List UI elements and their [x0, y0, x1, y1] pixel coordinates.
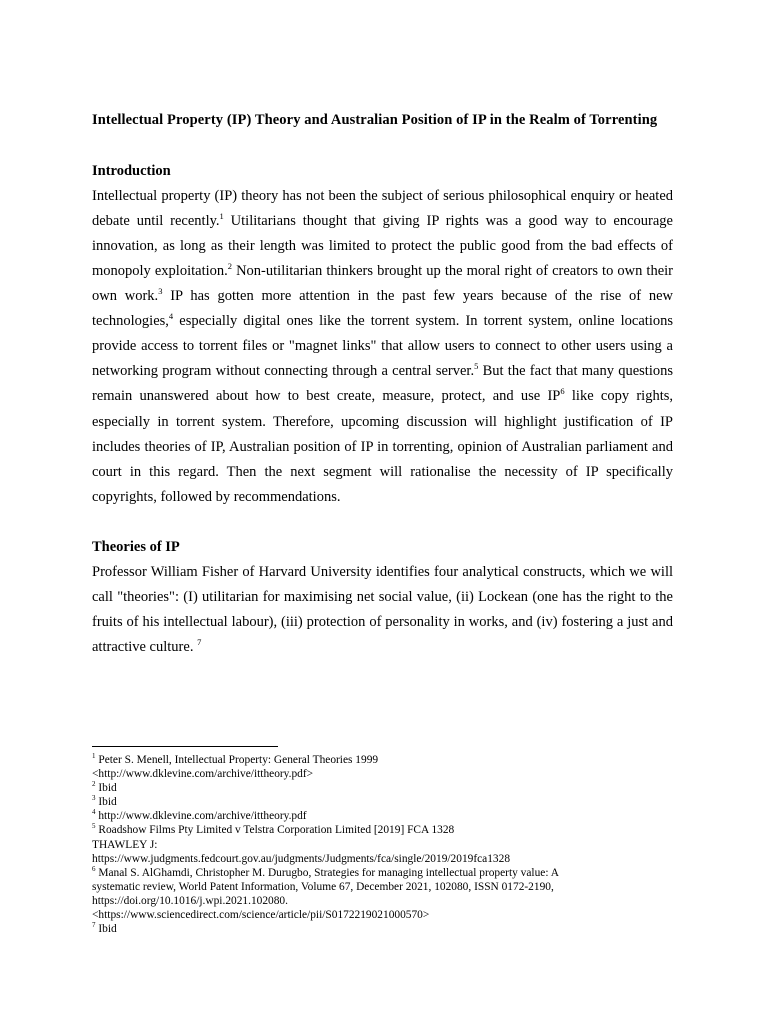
footnote-marker: 7: [92, 921, 96, 930]
theories-heading: Theories of IP: [92, 538, 180, 555]
footnote-text: Ibid: [98, 796, 117, 809]
text-segment: But the fact that many questions remain unanswered about how to best create, measure, protect, and use IP: [92, 363, 673, 405]
footnote-text: systematic review, World Patent Information, Volume 67, December 2021, 102080, ISSN 0172-2190,: [92, 880, 554, 893]
footnote-ref-7[interactable]: 7: [197, 637, 202, 648]
footnote-ref-2[interactable]: 2: [227, 261, 233, 272]
footnote-5-line-2: [92, 838, 652, 852]
text-segment: Intellectual property (IP) theory has not been the subject of serious philosophical enquiry or heated debate until recently.: [92, 187, 673, 229]
footnote-1: [92, 753, 652, 767]
footnote-marker: 2: [92, 780, 96, 789]
footnote-text: Roadshow Films Pty Limited v Telstra Corporation Limited [2019] FCA 1328: [98, 824, 455, 837]
footnote-1-line-2[interactable]: [92, 767, 652, 781]
footnote-link[interactable]: <https://www.sciencedirect.com/science/article/pii/S0172219021000570>: [92, 909, 430, 922]
footnote-text: THAWLEY J:: [92, 838, 158, 851]
introduction-paragraph: [92, 184, 673, 510]
footnote-6: [92, 866, 652, 880]
footnote-4: [92, 809, 652, 823]
footnote-marker: 5: [92, 822, 96, 831]
footnote-marker: 1: [92, 752, 96, 761]
document-title: Intellectual Property (IP) Theory and Australian Position of IP in the Realm of Torrenting: [92, 112, 658, 128]
text-segment: Utilitarians thought that giving IP rights was a good way to encourage innovation, as long as their length was limited to protect the public good from the bad effects of monopoly exploitation.: [92, 212, 673, 279]
text-segment: Professor William Fisher of Harvard University identifies four analytical constructs, which we will call "theories": (I) utilitarian for maximising net social value, (ii) Lockean (one has the right to the fruits of his intellectual labour), (iii) protection of personality in works, and (iv) fostering a just and attractive culture.: [92, 564, 673, 656]
footnote-3: [92, 795, 652, 809]
footnote-ref-3[interactable]: 3: [158, 286, 163, 297]
footnote-link[interactable]: <http://www.dklevine.com/archive/ittheory.pdf>: [92, 768, 314, 781]
footnote-ref-1[interactable]: 1: [219, 210, 224, 221]
footnote-separator: [92, 746, 278, 747]
footnote-text: Ibid: [98, 923, 117, 936]
footnote-ref-6[interactable]: 6: [560, 386, 565, 397]
footnote-link[interactable]: https://doi.org/10.1016/j.wpi.2021.102080.: [92, 894, 288, 907]
footnote-ref-4[interactable]: 4: [168, 311, 174, 322]
footnote-link[interactable]: https://www.judgments.fedcourt.gov.au/judgments/Judgments/fca/single/2019/2019fca1328: [92, 852, 511, 865]
text-segment: like copy rights, especially in torrent system. Therefore, upcoming discussion will highlight justification of IP includes theories of IP, Australian position of IP in torrenting, opinion of Australian parliament and court in this regard. Then the next segment will rationalise the necessity of IP specifically copyrights, followed by recommendations.: [92, 388, 673, 505]
footnote-link[interactable]: http://www.dklevine.com/archive/ittheory.pdf: [98, 810, 307, 823]
footnotes-section: [92, 753, 652, 936]
spacer: [92, 134, 673, 159]
footnote-text: Manal S. AlGhamdi, Christopher M. Durugbo, Strategies for managing intellectual property value: A: [98, 866, 559, 879]
spacer: [92, 510, 673, 535]
footnote-7: [92, 922, 652, 936]
footnote-marker: 3: [92, 794, 96, 803]
text-segment: Non-utilitarian thinkers brought up the moral right of creators to own their own work.: [92, 262, 673, 305]
footnote-6-line-2: [92, 880, 652, 894]
footnote-ref-5[interactable]: 5: [474, 361, 479, 372]
footnote-6-line-4: [92, 908, 652, 922]
footnote-2: [92, 781, 652, 795]
document-body: [92, 108, 673, 661]
footnote-6-line-3: [92, 894, 652, 908]
footnote-text: Ibid: [98, 782, 117, 795]
text-segment: IP has gotten more attention in the past few years because of the rise of new technologies,: [92, 288, 673, 330]
text-segment: especially digital ones like the torrent system. In torrent system, online locations provide access to torrent files or "magnet links" that allow users to connect to other users using a networking program without connecting through a central server.: [92, 313, 673, 380]
footnote-marker: 4: [92, 808, 96, 817]
footnote-marker: 6: [92, 864, 96, 873]
theories-paragraph: [92, 560, 673, 660]
footnote-5-line-3: [92, 852, 652, 866]
footnote-5: [92, 823, 652, 837]
introduction-heading: Introduction: [92, 162, 171, 179]
footnote-text: Peter S. Menell, Intellectual Property: General Theories 1999: [98, 754, 379, 766]
